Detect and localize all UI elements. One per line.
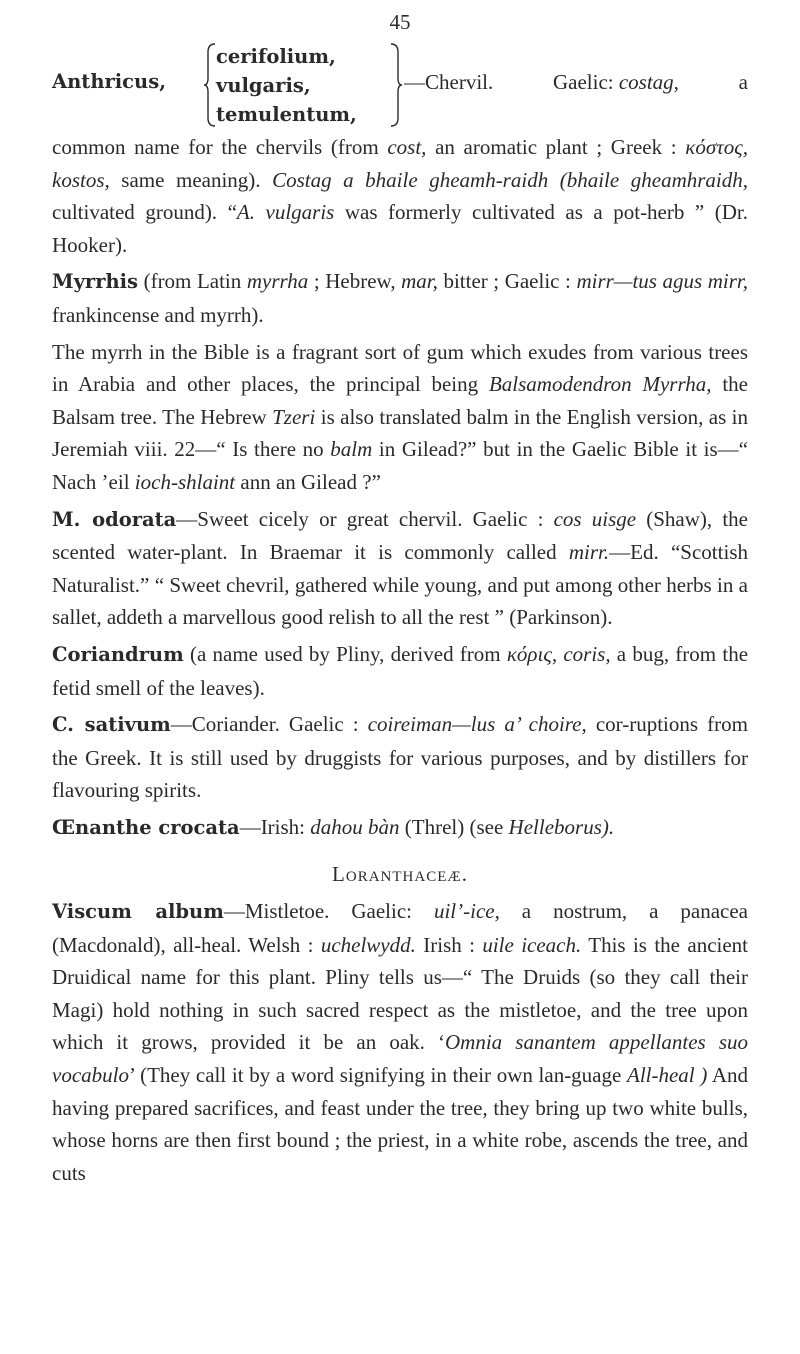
trailing-word: a	[738, 70, 748, 94]
page-number: 45	[389, 10, 411, 34]
section-heading: Loranthaceæ.	[332, 862, 468, 887]
genus-name: Anthricus,	[52, 70, 166, 93]
body-text	[52, 131, 748, 1189]
right-brace-icon	[390, 42, 402, 128]
species-item: cerifolium,	[216, 45, 336, 68]
species-item: temulentum,	[216, 103, 357, 126]
italic-run: cost,	[387, 135, 427, 159]
text-run: ’ (They call it by a word signifying in their own lan-guage	[128, 1063, 627, 1088]
text-run: in Gilead?” but in the Gaelic Bible it is—“ Nach ’eil	[52, 437, 748, 494]
italic-run: myrrha	[246, 269, 309, 294]
entry-title: C. sativum	[52, 713, 171, 737]
italic-run: Helleborus).	[508, 814, 615, 839]
text-run: (from Latin	[138, 269, 247, 294]
text-run: —Mistletoe. Gaelic:	[223, 899, 434, 924]
italic-run: Balsamodendron Myrrha,	[488, 372, 712, 397]
italic-run: uile iceach.	[482, 932, 582, 957]
text-run: same meaning).	[109, 167, 273, 192]
paragraph-coriandrum	[52, 638, 748, 704]
text-run: The myrrh in the Bible is a fragrant sort of gum which exudes from various trees in Arabia and other places, the principal being	[52, 339, 748, 397]
paragraph-anthricus	[52, 131, 748, 261]
text-run: (Shaw), the scented water-plant. In Braemar it is commonly called	[52, 506, 748, 565]
text-run: —Sweet cicely or great chervil. Gaelic :	[176, 506, 554, 531]
italic-run: mirr.	[568, 540, 610, 565]
text-run: is also translated balm in the English version, as in Jeremiah viii. 22—“ Is there no	[52, 404, 748, 462]
paragraph-c-sativum	[52, 708, 748, 807]
entry-head-rest	[404, 70, 748, 95]
greek-run: κόρις,	[506, 641, 558, 666]
paragraph-oenanthe	[52, 811, 748, 845]
text-run: (Threl) (see	[399, 814, 509, 839]
italic-run: mar,	[401, 269, 438, 294]
text-run: Irish :	[415, 932, 483, 957]
italic-run: All-heal )	[627, 1063, 708, 1088]
text-run: common name for the chervils (from	[52, 135, 388, 159]
italic-run: mirr—tus agus mirr,	[576, 269, 749, 294]
italic-run: Tzeri	[272, 404, 316, 429]
italic-run: ioch-shlaint	[134, 469, 236, 494]
text-run: (a name used by Pliny, derived from	[183, 641, 507, 666]
text-run: ann an Gilead ?”	[235, 469, 381, 494]
italic-run: A. vulgaris	[236, 200, 335, 225]
left-brace-icon	[204, 42, 216, 128]
entry-title: Myrrhis	[52, 270, 139, 294]
italic-run: coris,	[563, 641, 611, 666]
text-run: ; Hebrew,	[308, 269, 402, 294]
italic-run: Costag a bhaile gheamh-raidh (bhaile gheamhraidh,	[272, 167, 748, 192]
paragraph-myrrh-bible	[52, 336, 748, 499]
entry-title: Coriandrum	[52, 642, 184, 666]
species-item: vulgaris,	[216, 74, 311, 97]
text-run: —Coriander. Gaelic :	[170, 712, 368, 737]
italic-run: coireiman—lus a’ choire,	[367, 712, 587, 737]
common-name: —Chervil.	[404, 70, 494, 94]
text-run: a bug, from the fetid smell of the leaves).	[52, 641, 749, 700]
text-run: This is the ancient Druidical name for this plant. Pliny tells us—“ The Druids (so they call their Magi) hold nothing in such sacred respect as the mistletoe, and the tree upon which it grows, provided it be an oak. ‘	[52, 932, 749, 1055]
paragraph-myrrhis	[52, 265, 748, 331]
italic-run: uchelwydd.	[320, 932, 416, 957]
gaelic-part	[553, 70, 679, 95]
paragraph-m-odorata	[52, 503, 748, 634]
gaelic-label: Gaelic:	[552, 70, 614, 94]
text-run: And having prepared sacrifices, and feast under the tree, they bring up two white bulls, whose horns are then first bound ; the priest, in a white robe, ascends the tree, and cuts	[52, 1063, 748, 1185]
anthricus-entry-head	[52, 40, 748, 130]
entry-title: Œnanthe crocata	[52, 815, 240, 839]
text-run: a nostrum, a panacea (Macdonald), all-heal. Welsh :	[52, 899, 748, 957]
latin-quote: Omnia sanantem appellantes suo vocabulo	[52, 1030, 749, 1088]
italic-run: cos uisge	[553, 506, 637, 531]
text-run: —Irish:	[239, 814, 311, 839]
italic-run: dahou bàn	[310, 814, 400, 839]
italic-run: kostos,	[52, 167, 110, 192]
greek-run: κόστος,	[685, 135, 748, 159]
gaelic-name: costag,	[618, 70, 679, 94]
text-run: frankincense and myrrh).	[52, 302, 264, 327]
text-run: cultivated ground). “	[52, 200, 237, 225]
italic-run: uil’-ice,	[433, 899, 500, 924]
entry-title: Viscum album	[52, 900, 224, 924]
text-run: bitter ; Gaelic :	[437, 269, 577, 294]
paragraph-viscum	[52, 895, 748, 1189]
text-run: —Ed. “Scottish Naturalist.” “ Sweet chevril, gathered while young, and put among other herbs in a sallet, addeth a marvellous good relish to all the rest ” (Parkinson).	[52, 540, 748, 630]
entry-title: M. odorata	[52, 507, 177, 531]
italic-run: balm	[330, 437, 373, 462]
text-run: was formerly cultivated as a pot-herb ” (Dr. Hooker).	[52, 200, 748, 257]
text-run: an aromatic plant ; Greek :	[426, 135, 686, 159]
text-run: cor-ruptions from the Greek. It is still used by druggists for various purposes, and by distillers for flavouring spirits.	[52, 712, 748, 803]
species-list	[216, 42, 357, 129]
text-run: the Balsam tree. The Hebrew	[52, 372, 749, 429]
